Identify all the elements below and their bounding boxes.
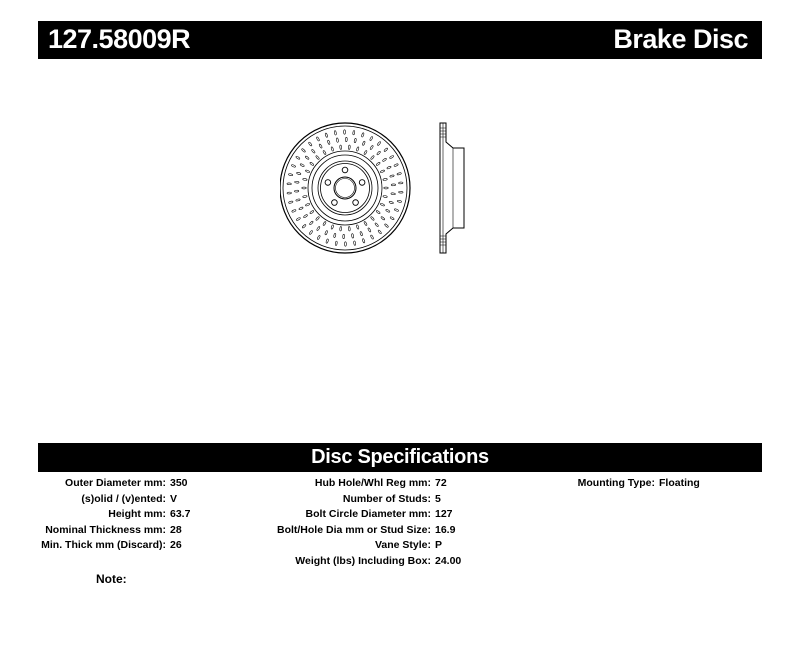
spec-value: 72	[435, 477, 447, 489]
part-number: 127.58009R	[48, 24, 191, 54]
title-bar	[38, 21, 762, 59]
spec-section-title: Disc Specifications	[311, 446, 489, 468]
spec-key: Number of Studs:	[342, 492, 431, 505]
spec-row	[0, 507, 191, 523]
spec-row	[180, 492, 441, 508]
spec-row	[0, 523, 182, 539]
spec-row	[180, 523, 456, 539]
spec-value: 127	[435, 508, 453, 520]
spec-key: (s)olid / (v)ented:	[81, 492, 166, 505]
spec-value: 5	[435, 492, 441, 505]
spec-column-1	[0, 476, 191, 554]
spec-row	[180, 554, 462, 570]
spec-value: 350	[170, 477, 188, 489]
spec-key: Hub Hole/Whl Reg mm:	[314, 477, 431, 489]
spec-value: 28	[170, 523, 182, 536]
spec-row	[180, 507, 453, 523]
spec-key: Vane Style:	[374, 539, 431, 551]
spec-row	[0, 492, 178, 508]
spec-value: 16.9	[435, 523, 456, 536]
spec-column-2	[180, 476, 462, 569]
spec-key: Bolt/Hole Dia mm or Stud Size:	[276, 523, 431, 536]
brake-disc-drawing	[280, 118, 480, 258]
product-type: Brake Disc	[613, 24, 748, 54]
spec-value: 63.7	[170, 508, 191, 520]
spec-row	[180, 538, 443, 554]
brake-disc-icon	[280, 118, 480, 258]
spec-value: 26	[170, 539, 182, 551]
spec-value: V	[170, 492, 178, 505]
spec-key: Nominal Thickness mm:	[45, 523, 166, 536]
spec-row	[500, 476, 700, 492]
spec-row	[0, 476, 188, 492]
spec-key: Height mm:	[108, 508, 166, 520]
spec-row	[0, 538, 182, 554]
spec-key: Mounting Type:	[577, 477, 655, 489]
spec-value: P	[435, 539, 443, 551]
spec-key: Min. Thick mm (Discard):	[41, 539, 166, 551]
spec-value: Floating	[659, 477, 700, 489]
spec-header-bar	[38, 443, 762, 472]
spec-value: 24.00	[435, 554, 462, 567]
spec-key: Weight (lbs) Including Box:	[295, 554, 431, 567]
spec-column-3	[500, 476, 700, 492]
disc-front-view	[280, 123, 410, 253]
disc-side-view	[440, 123, 464, 253]
note-label: Note:	[96, 572, 127, 586]
spec-key: Bolt Circle Diameter mm:	[305, 508, 431, 520]
spec-row	[180, 476, 447, 492]
spec-key: Outer Diameter mm:	[65, 477, 166, 489]
